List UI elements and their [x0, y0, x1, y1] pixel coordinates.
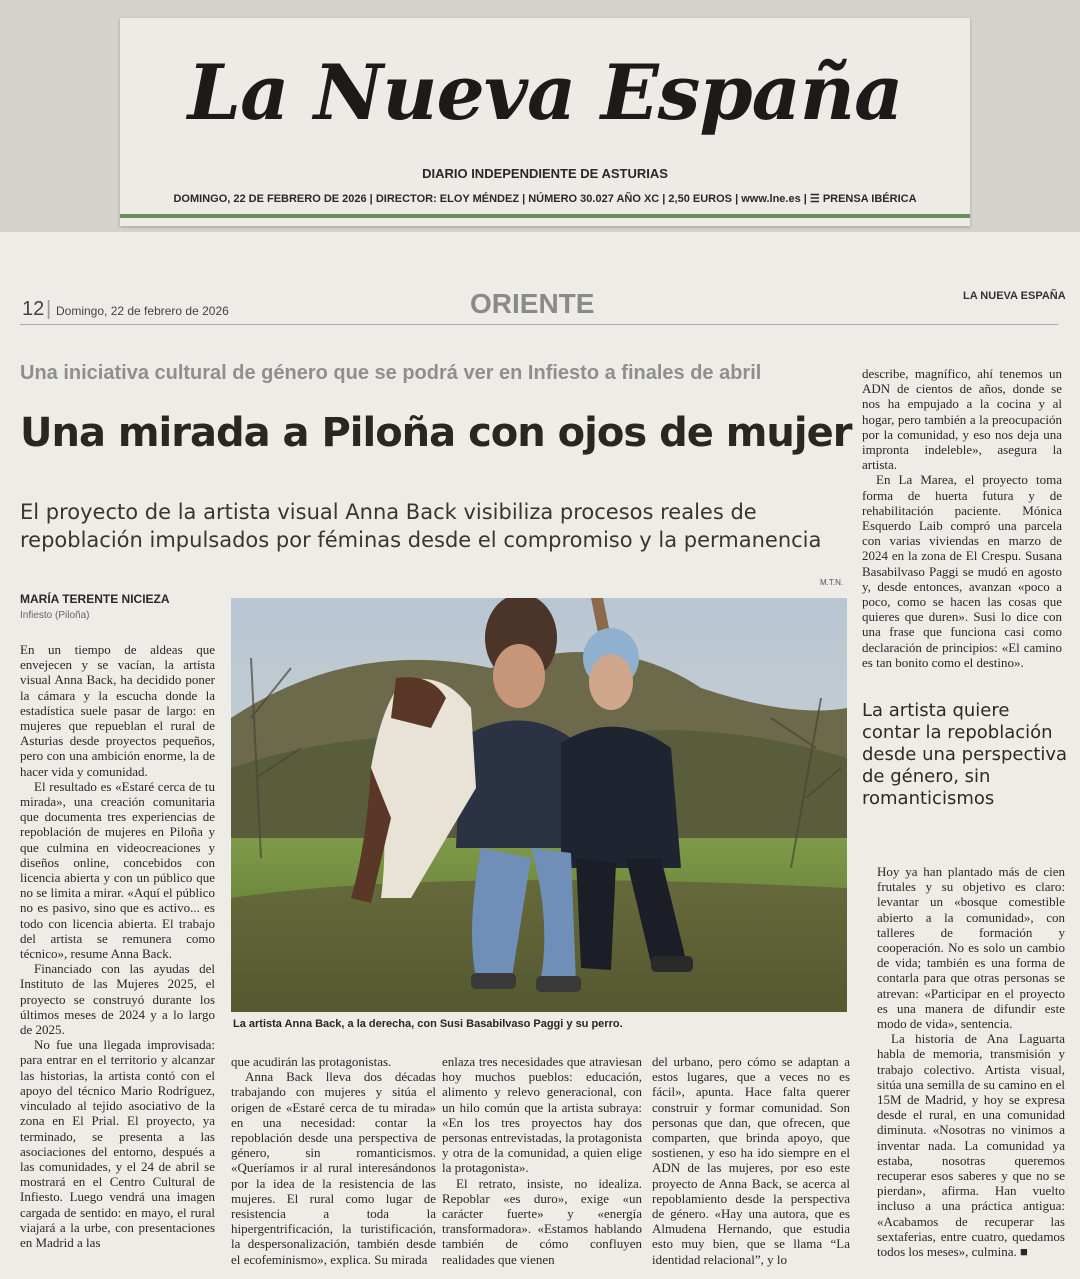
folio-divider: | [46, 298, 52, 320]
newspaper-logo: La Nueva España [187, 48, 903, 137]
masthead-info: DOMINGO, 22 DE FEBRERO DE 2026 | DIRECTOR: ELOY MÉNDEZ | NÚMERO 30.027 AÑO XC | 2,50 EUROS | www.lne.es | ☰ PRENSA IBÉRICA [173, 193, 917, 205]
paragraph: del urbano, pero cómo se adaptan a estos lugares, que a veces no es fácil», apunta. Hace falta querer construir y formar comunidad. Son personas que dan, que ofrecen, que comparten, que brinda apoyo, que sostienen, y eso ha ido siempre en el ADN de las mujeres, por eso este proyecto de Anna Back, se acerca al repoblamiento desde la perspectiva de género. «Hay una autora, que es Almudena Hernando, que estudia esto muy bien, que se llama “La identidad relacional”, y lo [652, 1054, 850, 1267]
newspaper-page [0, 232, 1080, 1279]
author-location: Infiesto (Piloña) [20, 610, 90, 621]
article-column-3 [442, 1054, 642, 1276]
paragraph: Financiado con las ayudas del Instituto de las Mujeres 2025, el proyecto se construyó durante los últimos meses de 2024 y a lo largo de 2025. [20, 961, 215, 1038]
page-number: 12 [22, 298, 45, 320]
article-headline: Una mirada a Piloña con ojos de mujer [20, 410, 852, 456]
photo-caption: La artista Anna Back, a la derecha, con Susi Basabilvaso Paggi y su perro. [233, 1018, 623, 1030]
page-paper-name: LA NUEVA ESPAÑA [963, 290, 1066, 302]
article-column-2 [231, 1054, 436, 1276]
article-column-4 [652, 1054, 850, 1276]
paragraph: La historia de Ana Laguarta habla de memoria, transmisión y trabajo colectivo. Artista visual, sitúa una semilla de su camino en el 15M de Madrid, y hoy se expresa desde el rural, en una comunidad diminuta. «Nosotras no vinimos a inventar nada. La comunidad ya estaba, nosotras queremos recuperar esos saberes y que no se pierdan», afirma. Han vuelto incluso a una práctica antigua: «Acabamos de recuperar las sextaferias, entre cuatro, quedamos todos los meses», culmina. ■ [877, 1031, 1065, 1260]
paragraph: En un tiempo de aldeas que envejecen y se vacían, la artista visual Anna Back, ha decidido poner la cámara y la escucha donde la estadística suele pasar de largo: en mujeres que repueblan el rural de Asturias desde proyectos pequeños, pero con una ambición enorme, la de hacer vida y comunidad. [20, 642, 215, 779]
header-rule [20, 324, 1058, 325]
page-date: Domingo, 22 de febrero de 2026 [56, 304, 229, 318]
photo-credit: M.T.N. [820, 578, 844, 587]
paragraph: El resultado es «Estaré cerca de tu mirada», una creación comunitaria que documenta tres experiencias de repoblación de mujeres en Piloña y que culmina en videocreaciones y diseños online, concebidos con licencia abierta y con un público que no se limita a mirar. «Aquí el público no es pasivo, sino que es activo... es todo con licencia abierta. El trabajo del artista se remunera como técnico», resume Anna Back. [20, 778, 215, 962]
paragraph: No fue una llegada improvisada: para entrar en el territorio y alcanzar las historias, la artista contó con el apoyo del técnico Mario Rodríguez, vinculado al tejido asociativo de la zona en El Prial. El proyecto, ya terminado, se presenta a las asociaciones del entorno, después a las comunidades, y el 24 de abril se mostrará en el Centro Cultural de Infiesto. Luego vendrá una imagen cargada de sentido: en mayo, el rural viajará a la urbe, con presentaciones en Madrid a las [20, 1037, 215, 1250]
article-column-5 [862, 366, 1062, 702]
section-title: ORIENTE [470, 288, 595, 319]
paragraph: El retrato, insiste, no idealiza. Repoblar «es duro», exige «un carácter fuerte» y «energía transformadora». «Estamos hablando también de cómo confluyen realidades que vienen [442, 1175, 642, 1267]
paragraph: Anna Back lleva dos décadas trabajando con mujeres y sitúa el origen de «Estaré cerca de tu mirada» en una necesidad: contar la repoblación desde una perspectiva de género, sin romanticismos. «Queríamos ir al rural interesándonos por la idea de la resistencia de las mujeres. El rural como lugar de resistencia a toda la hipergentrificación, la turistificación, la despersonalización, también desde el ecofeminismo», explica. Su mirada [231, 1069, 436, 1267]
article-column-1 [20, 642, 215, 1272]
paragraph: En La Marea, el proyecto toma forma de huerta futura y de rehabilitación paciente. Mónica Esquerdo Laib compró una parcela con varias viviendas en marzo de 2024 en la zona de El Crespu. Susana Basabilvaso Paggi se mudó en agosto y, desde entonces, avanzan «poco a poco, como se hacen las cosas que quieres que duren». Susi lo dice con una frase que funciona casi como declaración de principios: «El camino es tan bonito como el destino». [862, 472, 1062, 670]
paragraph: Hoy ya han plantado más de cien frutales y su objetivo es claro: levantar un «bosque comestible abierto a la comunidad», con talleres de formación y cooperación. No es solo un cambio de vida; también es una forma de contarla para que otras personas se atrevan: «Participar en el proyecto es una manera de difundir este modo de vida», sentencia. [877, 864, 1065, 1032]
masthead-rule [120, 214, 970, 218]
masthead-subtitle: DIARIO INDEPENDIENTE DE ASTURIAS [422, 166, 668, 181]
paragraph: que acudirán las protagonistas. [231, 1054, 392, 1069]
paragraph: describe, magnífico, ahí tenemos un ADN de cientos de años, donde se nos ha empujado a la cocina y al hogar, pero también a la preocupación por la comunidad, y eso nos deja una impronta indeleble», asegura la artista. [862, 366, 1062, 473]
author-byline: MARÍA TERENTE NICIEZA [20, 592, 170, 606]
photo-illustration [231, 598, 847, 1012]
article-kicker: Una iniciativa cultural de género que se podrá ver en Infiesto a finales de abril [20, 362, 762, 384]
article-deck: El proyecto de la artista visual Anna Back visibiliza procesos reales de repoblación impulsados por féminas desde el compromiso y la permanencia [20, 500, 822, 552]
masthead [120, 18, 970, 226]
paragraph: enlaza tres necesidades que atraviesan hoy muchos pueblos: educación, alimento y relevo generacional, con un hilo común que la artista subraya: «En los tres proyectos hay dos personas entrevistadas, la protagonista y otra de la comunidad, a quien elige la protagonista». [442, 1054, 642, 1176]
article-photo [231, 598, 847, 1012]
pull-quote: La artista quiere contar la repoblación desde una perspectiva de género, sin romanticismos [862, 700, 1068, 809]
article-column-6 [877, 864, 1065, 1272]
